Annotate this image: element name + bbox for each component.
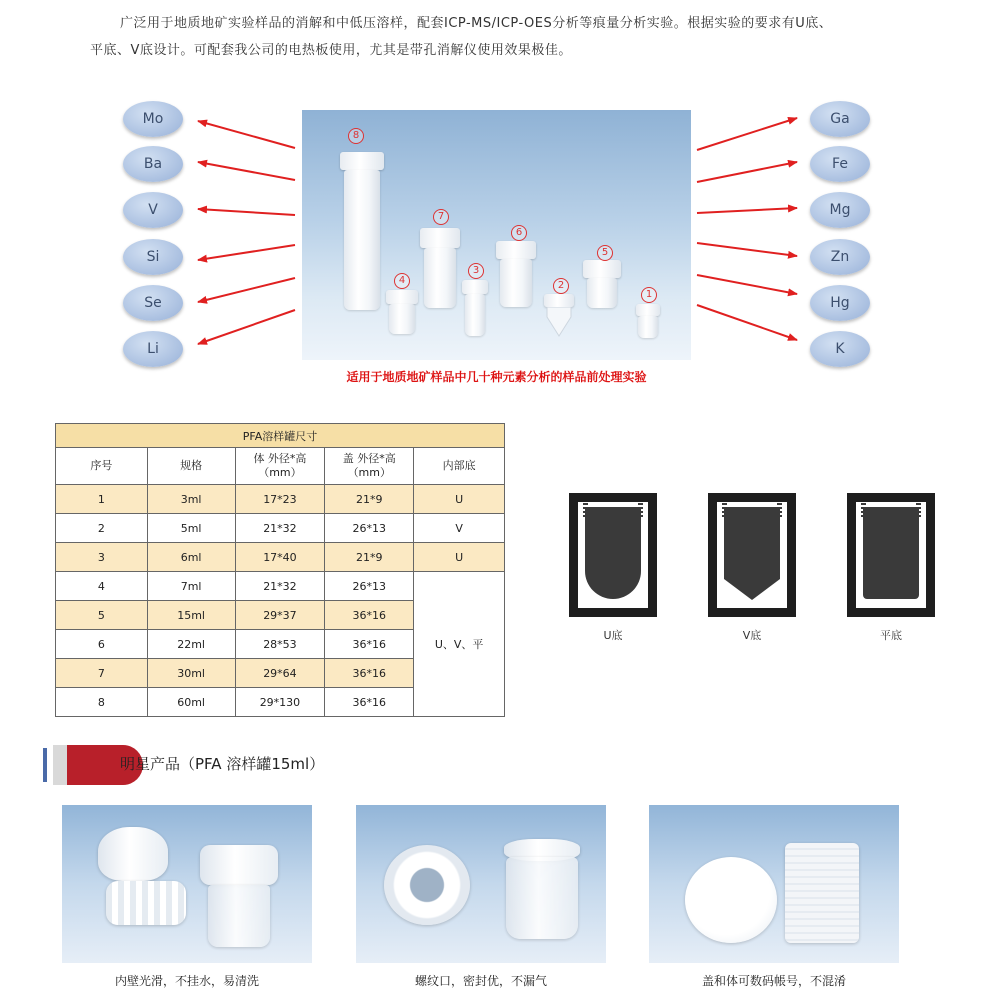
jar-body-shape [506, 857, 578, 939]
arrow-right-1 [697, 118, 797, 150]
cell-no: 8 [56, 688, 148, 717]
jar-body-shape [208, 885, 270, 947]
u-bottom-cup [585, 507, 641, 599]
header-lid [325, 448, 414, 485]
cell-no: 2 [56, 514, 148, 543]
jar-8 [344, 170, 380, 310]
cell-bottom-merged: U、V、平 [414, 572, 505, 717]
jar-2-lid [544, 294, 574, 307]
jar-number-5: 5 [597, 245, 613, 261]
cell-lid: 36*16 [325, 659, 414, 688]
v-bottom-cup [724, 507, 780, 601]
header-body-b: （mm） [258, 466, 302, 479]
header-spec: 规格 [147, 448, 235, 485]
u-bottom-label: U底 [603, 629, 623, 642]
header-lid-b: （mm） [347, 466, 391, 479]
cell-lid: 21*9 [325, 543, 414, 572]
header-no: 序号 [56, 448, 148, 485]
jar-1-lid [636, 304, 660, 316]
cell-body: 29*37 [235, 601, 325, 630]
cell-no: 5 [56, 601, 148, 630]
cell-bottom: U [414, 543, 505, 572]
cell-body: 29*130 [235, 688, 325, 717]
product-photo-3 [649, 805, 899, 963]
jar-4-lid [386, 290, 418, 304]
cell-body: 28*53 [235, 630, 325, 659]
jar-number-8: 8 [348, 128, 364, 144]
cell-body: 17*23 [235, 485, 325, 514]
jar-5-lid [583, 260, 621, 278]
product-photo-1 [62, 805, 312, 963]
jar-number-6: 6 [511, 225, 527, 241]
arrow-right-6 [697, 305, 797, 340]
element-bubble-ga: Ga [810, 101, 870, 137]
cell-spec: 3ml [147, 485, 235, 514]
cell-no: 7 [56, 659, 148, 688]
jar-3-lid [462, 280, 488, 294]
arrow-left-4 [198, 245, 295, 260]
cell-spec: 6ml [147, 543, 235, 572]
cell-no: 4 [56, 572, 148, 601]
table-title: PFA溶样罐尺寸 [56, 424, 505, 448]
element-bubble-v: V [123, 192, 183, 228]
jar-7 [424, 248, 456, 308]
arrow-right-4 [697, 243, 797, 256]
intro-line-1: 广泛用于地质地矿实验样品的消解和中低压溶样，配套ICP-MS/ICP-OES分析等痕量分析实验。根据实验的要求有U底、 [120, 16, 833, 31]
element-bubble-ba: Ba [123, 146, 183, 182]
cell-body: 21*32 [235, 514, 325, 543]
product-photo [302, 110, 691, 360]
size-table [55, 423, 505, 717]
header-bottom: 内部底 [414, 448, 505, 485]
table-row [56, 572, 505, 601]
cell-lid: 21*9 [325, 485, 414, 514]
cell-no: 6 [56, 630, 148, 659]
photo-caption: 适用于地质地矿样品中几十种元素分析的样品前处理实验 [346, 370, 647, 384]
element-bubble-hg: Hg [810, 285, 870, 321]
jar-6 [500, 259, 532, 307]
intro-line-2: 平底、V底设计。可配套我公司的电热板使用，尤其是带孔消解仪使用效果极佳。 [90, 43, 572, 58]
cell-spec: 60ml [147, 688, 235, 717]
cell-body: 29*64 [235, 659, 325, 688]
product-caption-3: 盖和体可数码帳号，不混淆 [701, 974, 846, 988]
arrow-left-5 [198, 278, 295, 302]
jar-number-7: 7 [433, 209, 449, 225]
cell-spec: 30ml [147, 659, 235, 688]
cell-bottom: V [414, 514, 505, 543]
jar-number-4: 4 [394, 273, 410, 289]
cell-lid: 36*16 [325, 630, 414, 659]
cell-body: 17*40 [235, 543, 325, 572]
product-photo-2 [356, 805, 606, 963]
element-bubble-li: Li [123, 331, 183, 367]
jar-4 [389, 304, 415, 334]
header-body-a: 体 外径*高 [253, 452, 307, 465]
table-row [56, 514, 505, 543]
arrow-right-5 [697, 275, 797, 294]
jar-side-shape [785, 843, 859, 943]
element-bubble-si: Si [123, 239, 183, 275]
cell-spec: 7ml [147, 572, 235, 601]
header-lid-a: 盖 外径*高 [342, 452, 396, 465]
u-bottom-diagram [569, 493, 657, 617]
jar-cap-shape [200, 845, 278, 885]
cell-lid: 36*16 [325, 601, 414, 630]
cell-lid: 36*16 [325, 688, 414, 717]
cell-bottom: U [414, 485, 505, 514]
table-row [56, 485, 505, 514]
element-bubble-mg: Mg [810, 192, 870, 228]
threaded-lid-shape [106, 881, 186, 925]
product-caption-2: 螺纹口，密封优，不漏气 [414, 974, 547, 988]
open-lid-shape [98, 827, 168, 881]
cell-spec: 5ml [147, 514, 235, 543]
arrow-right-3 [697, 208, 797, 213]
v-bottom-label: V底 [742, 629, 762, 642]
section-title: 明星产品（PFA 溶样罐15ml） [120, 755, 325, 773]
cell-spec: 22ml [147, 630, 235, 659]
product-caption-1: 内壁光滑，不挂水，易清洗 [114, 974, 259, 988]
jar-2-vbottom [546, 307, 572, 337]
cell-body: 21*32 [235, 572, 325, 601]
threaded-mouth-shape [384, 845, 470, 925]
arrow-left-1 [198, 121, 295, 148]
jar-6-lid [496, 241, 536, 259]
cell-spec: 15ml [147, 601, 235, 630]
lid-top-shape [685, 857, 777, 943]
jar-7-lid [420, 228, 460, 248]
arrow-left-2 [198, 162, 295, 180]
jar-number-2: 2 [553, 278, 569, 294]
cell-no: 1 [56, 485, 148, 514]
jar-1 [638, 316, 658, 338]
cell-lid: 26*13 [325, 514, 414, 543]
element-bubble-se: Se [123, 285, 183, 321]
jar-number-1: 1 [641, 287, 657, 303]
jar-8-lid [340, 152, 384, 170]
cell-no: 3 [56, 543, 148, 572]
flat-bottom-label: 平底 [880, 629, 902, 642]
arrow-left-6 [198, 310, 295, 344]
arrow-right-2 [697, 162, 797, 182]
element-bubble-k: K [810, 331, 870, 367]
jar-5 [587, 278, 617, 308]
table-row [56, 543, 505, 572]
arrow-left-3 [198, 209, 295, 215]
jar-number-3: 3 [468, 263, 484, 279]
jar-3 [465, 294, 485, 336]
element-bubble-fe: Fe [810, 146, 870, 182]
element-bubble-mo: Mo [123, 101, 183, 137]
cell-lid: 26*13 [325, 572, 414, 601]
flat-bottom-cup [863, 507, 919, 599]
v-bottom-diagram [708, 493, 796, 617]
header-body [235, 448, 325, 485]
element-bubble-zn: Zn [810, 239, 870, 275]
flat-bottom-diagram [847, 493, 935, 617]
